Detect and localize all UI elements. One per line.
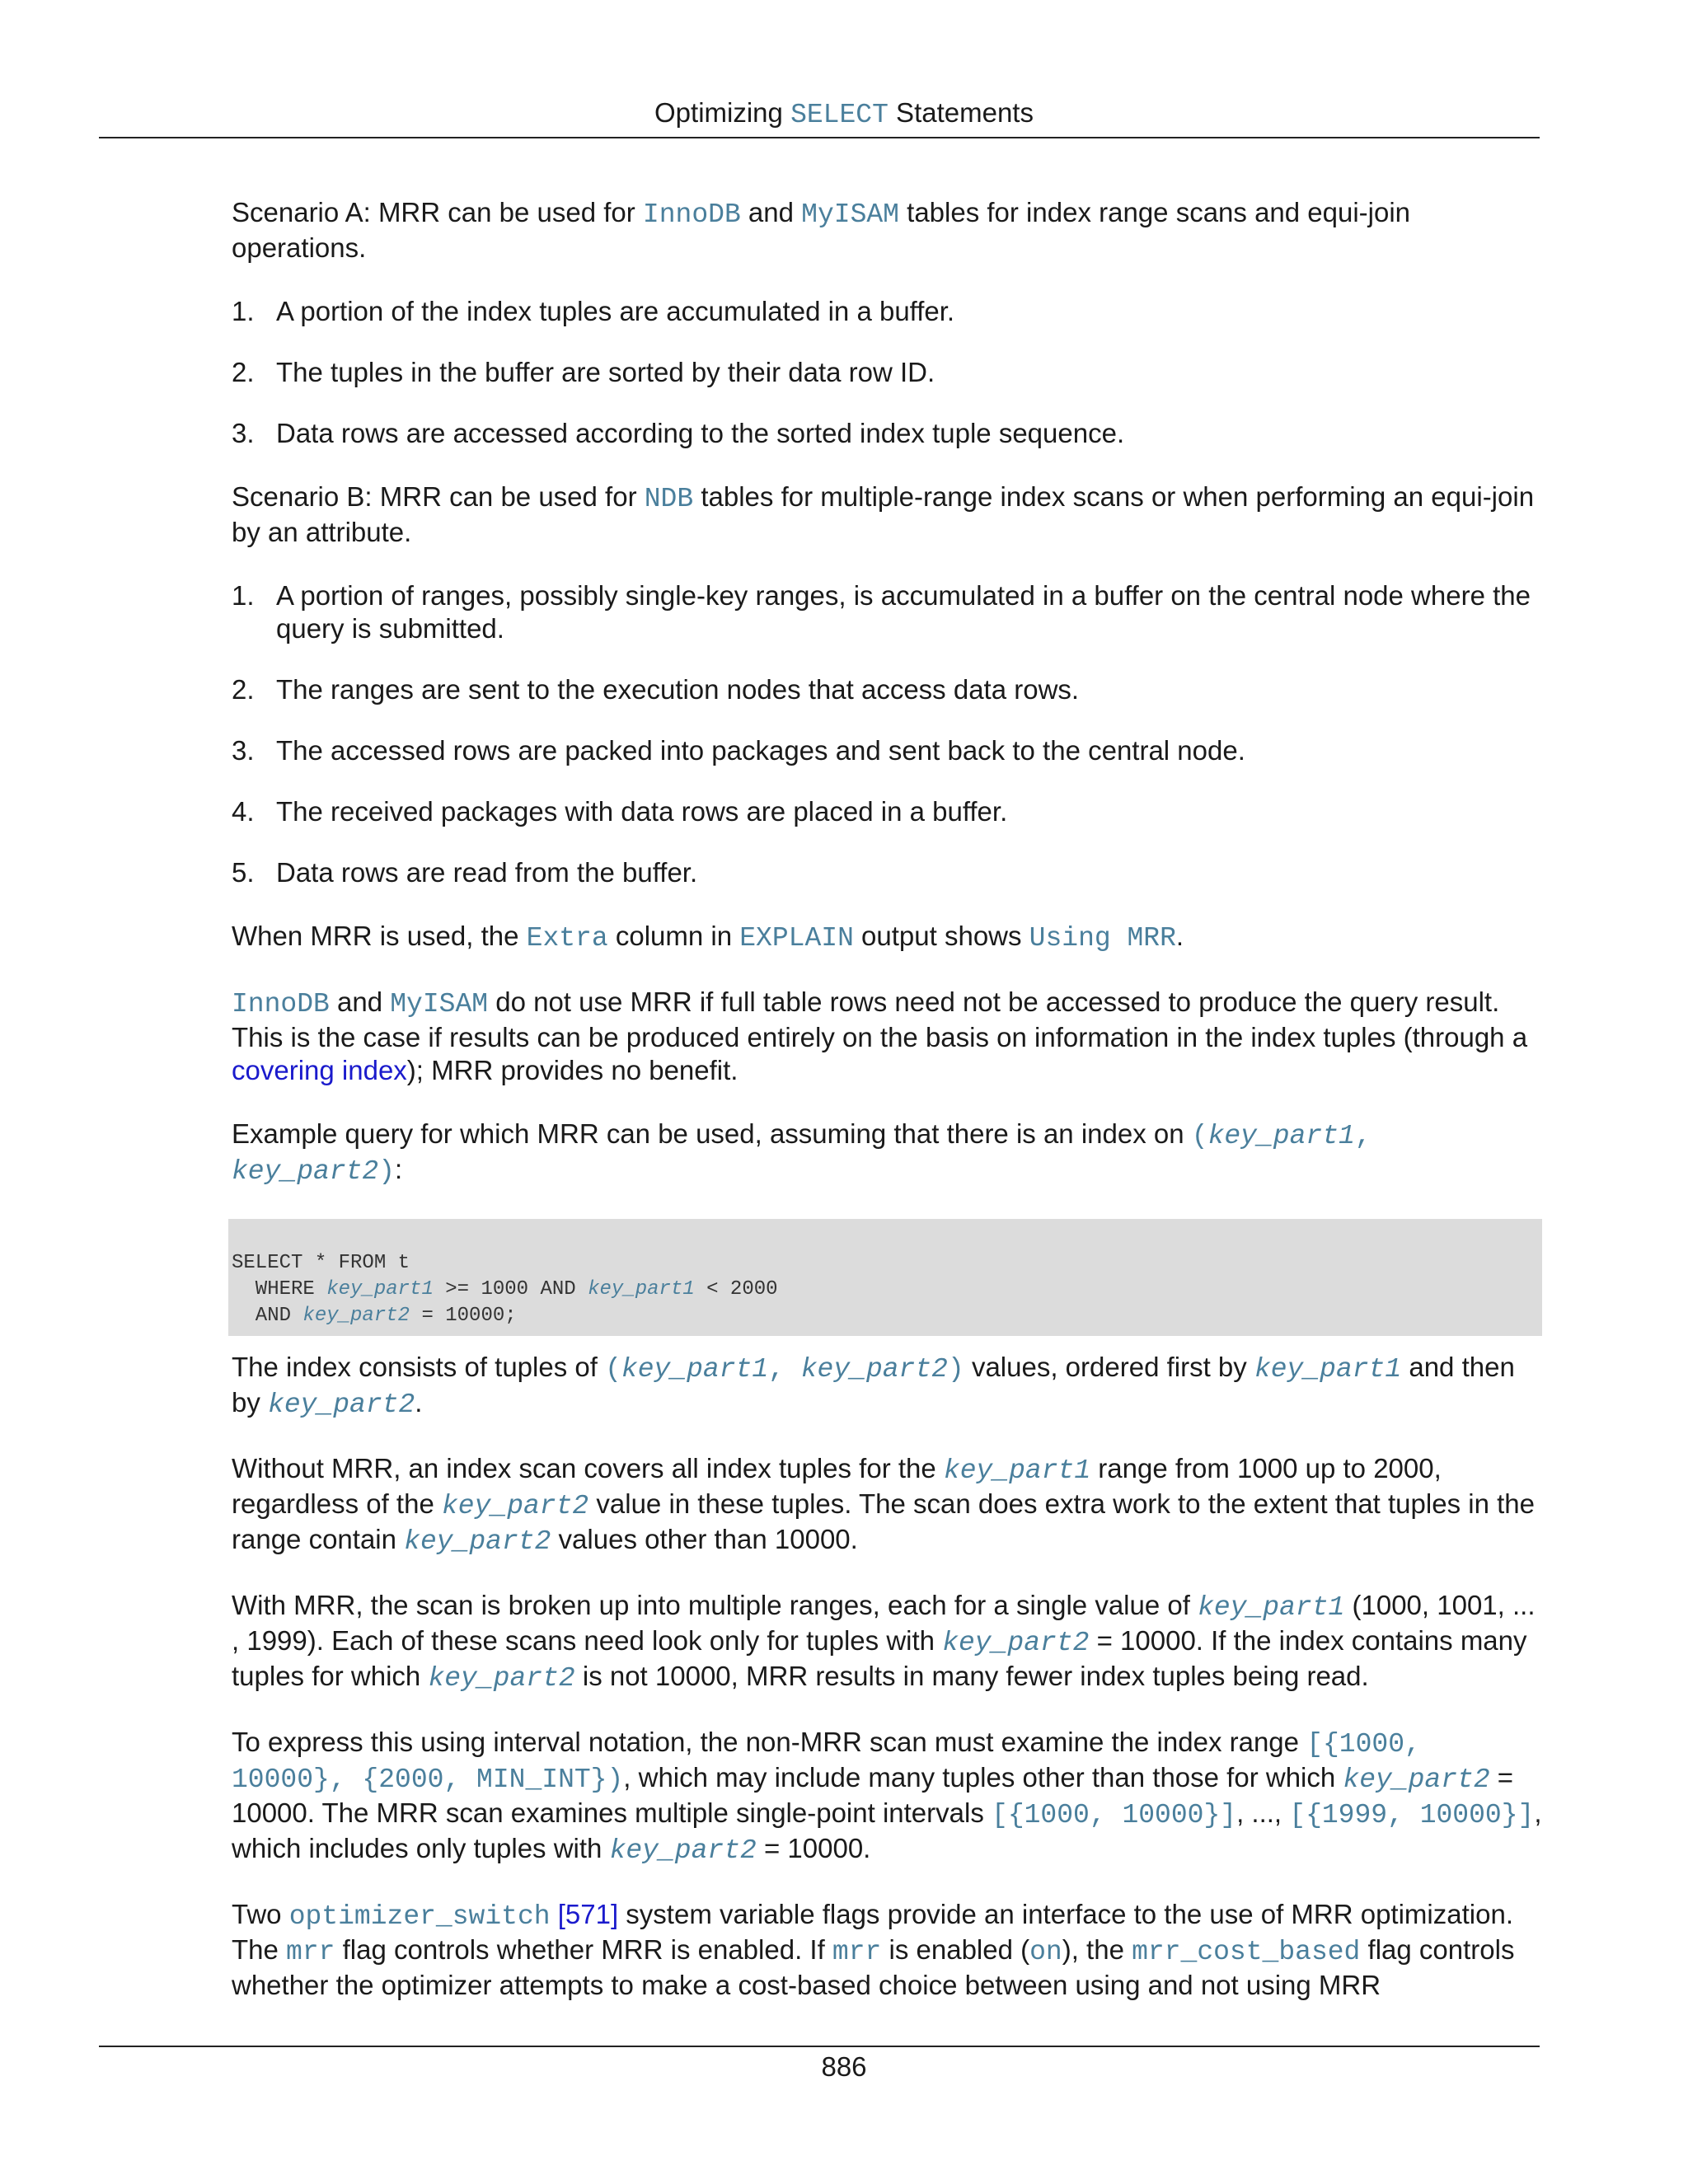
code-on: on [1029,1937,1062,1967]
text: Without MRR, an index scan covers all index tuples for the [232,1453,944,1483]
code-key-part2: key_part2 [441,1491,589,1521]
code-line-1: SELECT * FROM t [232,1252,410,1274]
header-suffix: Statements [888,97,1034,128]
code-extra: Extra [526,923,608,954]
text: , which may include many tuples other than those for which [623,1762,1343,1793]
code-paren: ) [947,1354,964,1385]
list-item-text: The received packages with data rows are placed in a buffer. [276,796,1008,827]
list-item [232,795,1542,828]
code-mrr: mrr [832,1937,882,1967]
text: values other than 10000. [551,1524,858,1554]
text: : [395,1154,403,1184]
interval-paragraph [232,1726,1542,1868]
code-comma: , [1354,1121,1372,1151]
text: and [740,197,802,227]
list-item-text: A portion of the index tuples are accumulated in a buffer. [276,296,955,326]
with-mrr-paragraph [232,1589,1542,1695]
header-rule [99,137,1540,138]
text: tables for multiple-range index scans or when performing an equi-join by an attribute. [232,481,1535,547]
list-item [232,579,1542,645]
code-innodb: InnoDB [232,989,330,1019]
code-interval: [{1000, 10000}] [992,1800,1237,1830]
text: tables for index range scans and equi-join operations. [232,197,1411,263]
text: To express this using interval notation, the non-MRR scan must examine the index range [232,1727,1307,1757]
code-mrr-cost-based: mrr_cost_based [1132,1937,1361,1967]
text: and then by [232,1352,1515,1418]
code-interval: [{1999, 10000}] [1289,1800,1535,1830]
code-paren: ( [605,1354,621,1385]
code-explain: EXPLAIN [739,923,854,954]
page-number: 886 [821,2051,867,2082]
code-text: = 10000; [410,1305,517,1327]
code-text: AND [232,1305,303,1327]
code-key-part2: key_part2 [800,1354,948,1385]
code-key-part1: key_part1 [943,1455,1091,1486]
covering-index-link[interactable]: covering index [232,1055,407,1085]
text: = 10000. The MRR scan examines multiple single-point intervals [232,1762,1514,1828]
list-number: 3. [232,418,255,448]
code-key-part2: key_part2 [232,1156,379,1187]
list-number: 2. [232,674,255,705]
footer-rule [99,2046,1540,2047]
text: , which includes only tuples with [232,1797,1542,1863]
optimizer-switch-paragraph [232,1898,1542,2002]
header-prefix: Optimizing [654,97,791,128]
text: = 10000. If the index contains many tuples for which [232,1625,1527,1691]
list-item-text: Data rows are read from the buffer. [276,857,698,888]
text: Two [232,1899,289,1929]
code-key-part1: key_part1 [1254,1354,1402,1385]
text: column in [607,921,740,951]
text: (1000, 1001, ... , 1999). Each of these scans need look only for tuples with [232,1590,1536,1656]
code-key-part1: key_part1 [1198,1592,1345,1623]
code-key-part2: key_part2 [404,1526,551,1557]
code-key-part2: key_part2 [428,1663,575,1694]
text: When MRR is used, the [232,921,527,951]
code-block [228,1219,1542,1336]
code-myisam: MyISAM [801,199,899,230]
code-key-part2: key_part2 [302,1305,410,1327]
list-number: 1. [232,296,255,326]
code-myisam: MyISAM [390,989,489,1019]
innodb-paragraph [232,986,1542,1087]
list-item-text: The tuples in the buffer are sorted by their data row ID. [276,357,935,387]
code-key-part2: key_part2 [268,1390,415,1420]
code-comma: , [768,1354,801,1385]
code-key-part1: key_part1 [588,1278,695,1301]
list-item [232,295,1542,328]
code-interval: [{1000, 10000}, {2000, MIN_INT}) [232,1729,1421,1795]
text: flag controls whether the optimizer attempts to make a cost-based choice between using and not using MRR [232,1934,1515,2000]
text: flag controls whether MRR is enabled. If [335,1934,832,1965]
code-key-part1: key_part1 [621,1354,769,1385]
example-paragraph [232,1118,1542,1188]
code-using-mrr: Using MRR [1029,923,1176,954]
scenario-a-paragraph [232,196,1542,265]
list-item-text: The ranges are sent to the execution nodes that access data rows. [276,674,1080,705]
text: . [415,1387,423,1418]
index-paragraph [232,1351,1542,1422]
list-item [232,356,1542,389]
text: and [329,987,391,1017]
list-item-text: A portion of ranges, possibly single-key ranges, is accumulated in a buffer on the central node where the query is submitted. [276,580,1531,644]
text: ), the [1062,1934,1132,1965]
text: = 10000. [756,1833,871,1863]
header-code: SELECT [790,100,889,130]
text: values, ordered first by [964,1352,1254,1382]
text: is enabled ( [881,1934,1030,1965]
list-item [232,734,1542,767]
list-number: 2. [232,357,255,387]
list-number: 5. [232,857,255,888]
list-number: 1. [232,580,255,611]
code-paren: ) [378,1156,396,1187]
code-text: < 2000 [694,1278,778,1301]
list-number: 3. [232,735,255,766]
text: value in these tuples. The scan does extra work to the extent that tuples in the range contain [232,1488,1535,1554]
code-key-part2: key_part2 [942,1628,1090,1658]
scenario-b-paragraph [232,480,1542,549]
code-key-part2: key_part2 [1343,1765,1490,1795]
text: system variable flags provide an interface to the use of MRR optimization. The [232,1899,1513,1965]
text: Scenario A: MRR can be used for [232,197,643,227]
list-item-text: The accessed rows are packed into packages and sent back to the central node. [276,735,1245,766]
code-key-part2: key_part2 [609,1835,757,1866]
list-item [232,417,1542,450]
list-number: 4. [232,796,255,827]
text: . [1175,921,1184,951]
code-key-part1: key_part1 [326,1278,434,1301]
text: output shows [853,921,1029,951]
code-mrr: mrr [286,1937,335,1967]
text: , ..., [1236,1797,1290,1828]
scenario-a-steps [232,295,1542,450]
page-header [0,95,1688,134]
without-mrr-paragraph [232,1452,1542,1558]
explain-paragraph [232,920,1542,955]
text: do not use MRR if full table rows need not be accessed to produce the query result. This is the case if results can be produced entirely on the basis on information in the index tuples (through a [232,987,1528,1052]
text: ); MRR provides no benefit. [406,1055,738,1085]
code-optimizer-switch[interactable]: optimizer_switch [288,1901,551,1932]
text: range from 1000 up to 2000, regardless of the [232,1453,1442,1519]
code-innodb: InnoDB [642,199,741,230]
text: Example query for which MRR can be used, assuming that there is an index on [232,1118,1192,1149]
code-paren: ( [1191,1121,1208,1151]
text [551,1899,558,1929]
page-content [232,196,1542,2032]
code-text: >= 1000 AND [433,1278,588,1301]
list-item-text: Data rows are accessed according to the sorted index tuple sequence. [276,418,1125,448]
page-ref-link[interactable]: [571] [557,1899,619,1929]
scenario-b-steps [232,579,1542,889]
text: The index consists of tuples of [232,1352,606,1382]
code-text: WHERE [232,1278,327,1301]
text: With MRR, the scan is broken up into multiple ranges, each for a single value of [232,1590,1198,1620]
list-item [232,856,1542,889]
code-key-part1: key_part1 [1207,1121,1355,1151]
list-item [232,673,1542,706]
text: Scenario B: MRR can be used for [232,481,645,512]
code-ndb: NDB [644,484,694,514]
text: is not 10000, MRR results in many fewer index tuples being read. [574,1661,1369,1691]
